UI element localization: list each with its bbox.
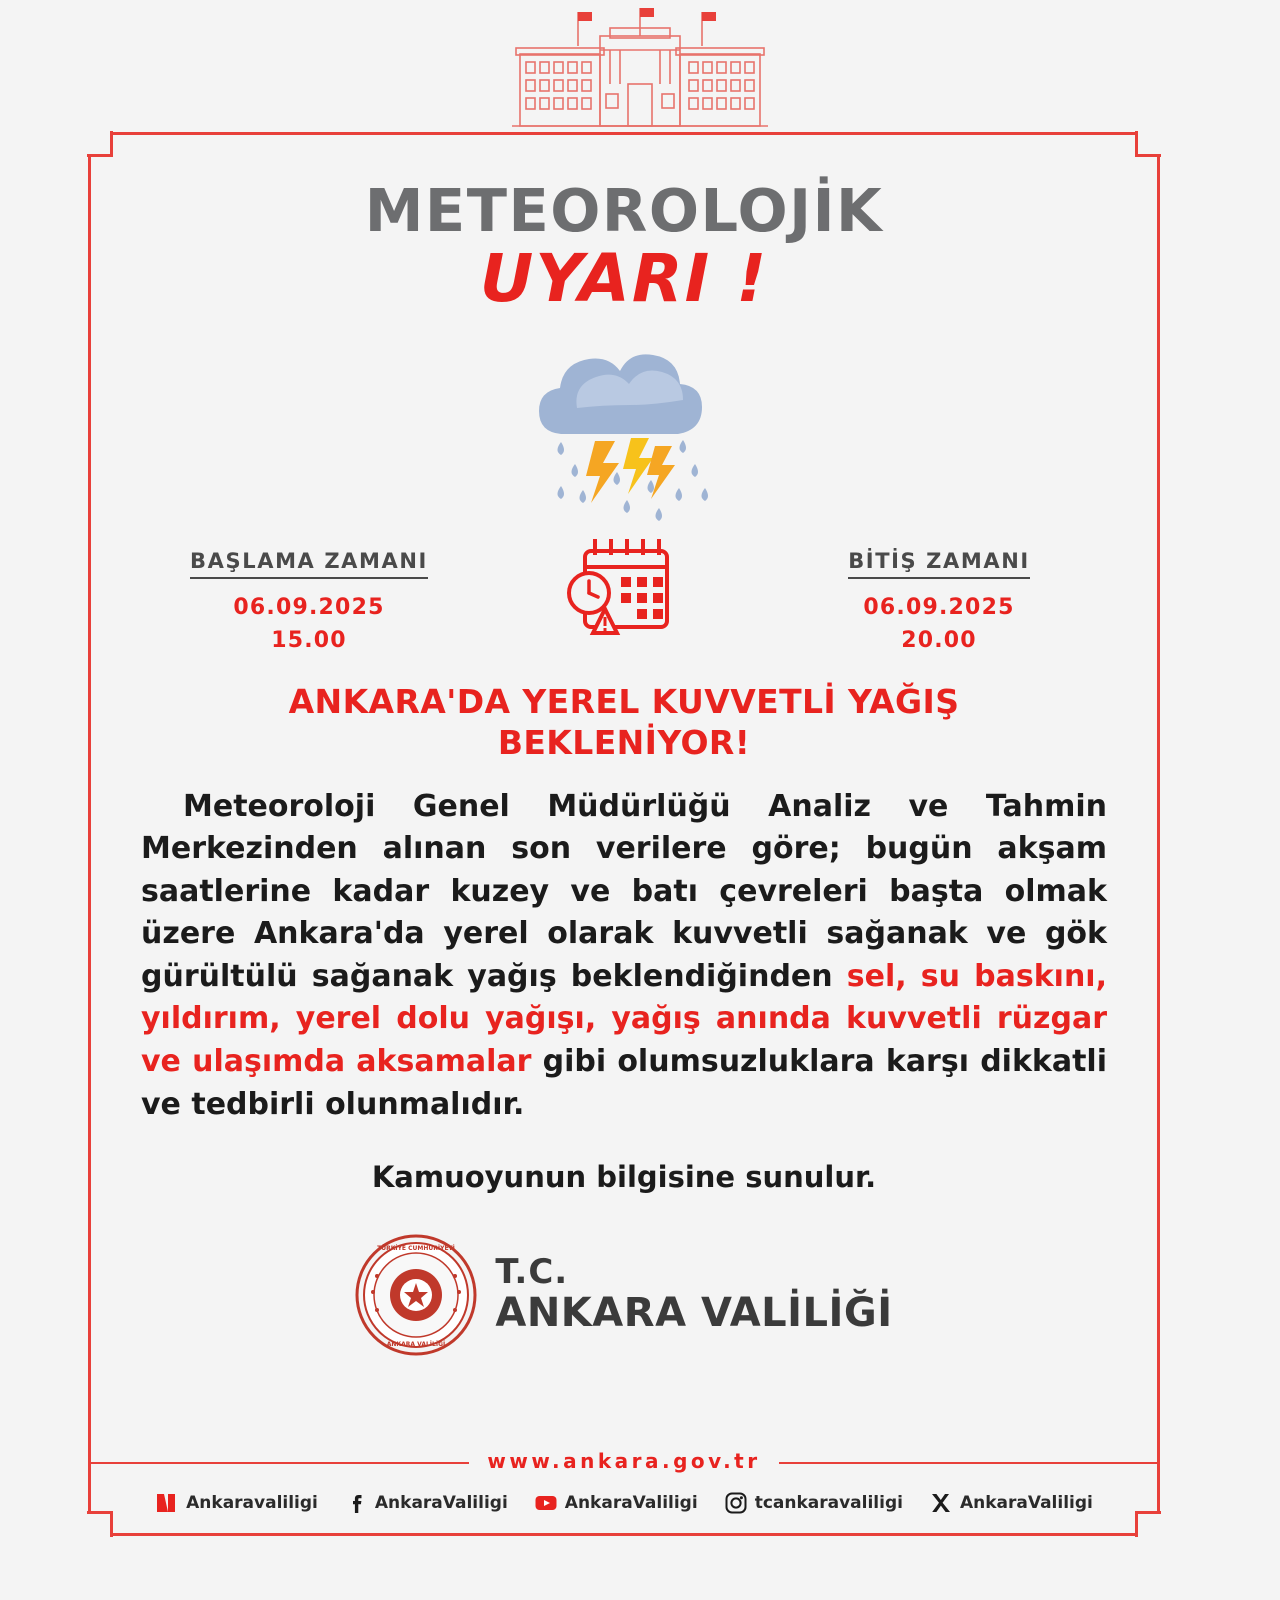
social-handle: AnkaraValiligi (959, 1493, 1093, 1513)
social-handle: AnkaraValiligi (374, 1493, 508, 1513)
logo-line-1: T.C. (495, 1252, 569, 1293)
social-link-ankaravaliligi-n[interactable] (155, 1491, 318, 1515)
start-time-label: BAŞLAMA ZAMANI (190, 549, 428, 579)
social-link-x-twitter[interactable] (929, 1491, 1093, 1515)
social-handle: tcankaravaliligi (754, 1493, 903, 1513)
start-time-value: 15.00 (271, 628, 347, 653)
n-logo-icon (155, 1491, 179, 1515)
social-link-instagram[interactable] (724, 1491, 903, 1515)
public-notice-text: Kamuoyunun bilgisine sunulur. (371, 1160, 877, 1195)
institution-logo (135, 1234, 1113, 1356)
ankara-governorship-building-icon (460, 6, 820, 134)
social-link-facebook[interactable] (344, 1491, 508, 1515)
youtube-icon (534, 1491, 558, 1515)
end-time-block (779, 549, 1099, 657)
social-handle: AnkaraValiligi (564, 1493, 698, 1513)
start-date-value: 06.09.2025 (233, 595, 385, 620)
end-time-label: BİTİŞ ZAMANI (848, 549, 1030, 579)
body-highlight: sel, su baskını, yıldırım, yerel dolu yağışı, yağış anında kuvvetli rüzgar ve ulaşımda aksamalar (141, 958, 1107, 1080)
instagram-icon (724, 1491, 748, 1515)
warning-poster (88, 132, 1160, 1536)
calendar-clock-warning-icon (559, 533, 689, 645)
turkiye-cumhuriyeti-ankara-valiligi-seal-icon (355, 1234, 477, 1356)
warning-headline: ANKARA'DA YEREL KUVVETLİ YAĞIŞ BEKLENİYOR! (288, 682, 960, 763)
start-time-block (149, 549, 469, 657)
facebook-icon (344, 1491, 368, 1515)
svg-text:ANKARA VALİLİĞİ: ANKARA VALİLİĞİ (387, 1341, 446, 1349)
logo-line-2: ANKARA VALİLİĞİ (495, 1290, 893, 1337)
x-twitter-icon (929, 1491, 953, 1515)
social-link-youtube[interactable] (534, 1491, 698, 1515)
website-url[interactable]: www.ankara.gov.tr (469, 1449, 778, 1473)
page-subtitle: UYARI ! (479, 240, 769, 317)
warning-body-text (135, 786, 1113, 1127)
website-wrap (91, 1449, 1157, 1473)
end-date-value: 06.09.2025 (863, 595, 1015, 620)
end-time-value: 20.00 (901, 628, 977, 653)
social-handle: Ankaravaliligi (186, 1493, 318, 1513)
svg-text:TÜRKİYE CUMHURİYETİ: TÜRKİYE CUMHURİYETİ (377, 1245, 456, 1253)
social-links-row (91, 1491, 1157, 1515)
time-range-row (135, 549, 1113, 657)
page-title: METEOROLOJİK (364, 176, 884, 245)
body-part-2: gibi olumsuzluklara karşı dikkatli ve tedbirli olunmalıdır. (141, 1044, 1107, 1122)
storm-cloud-rain-lightning-icon (499, 338, 749, 538)
body-part-1: Meteoroloji Genel Müdürlüğü Analiz ve Tahmin Merkezinden alınan son verilere göre; bugün akşam saatlerine kadar kuzey ve batı çevreleri başta olmak üzere Ankara'da yerel olarak kuvvetli sağanak ve gök gürültülü sağanak yağış beklendiğinden (141, 788, 1107, 994)
header-illustration-wrap (0, 6, 1280, 134)
